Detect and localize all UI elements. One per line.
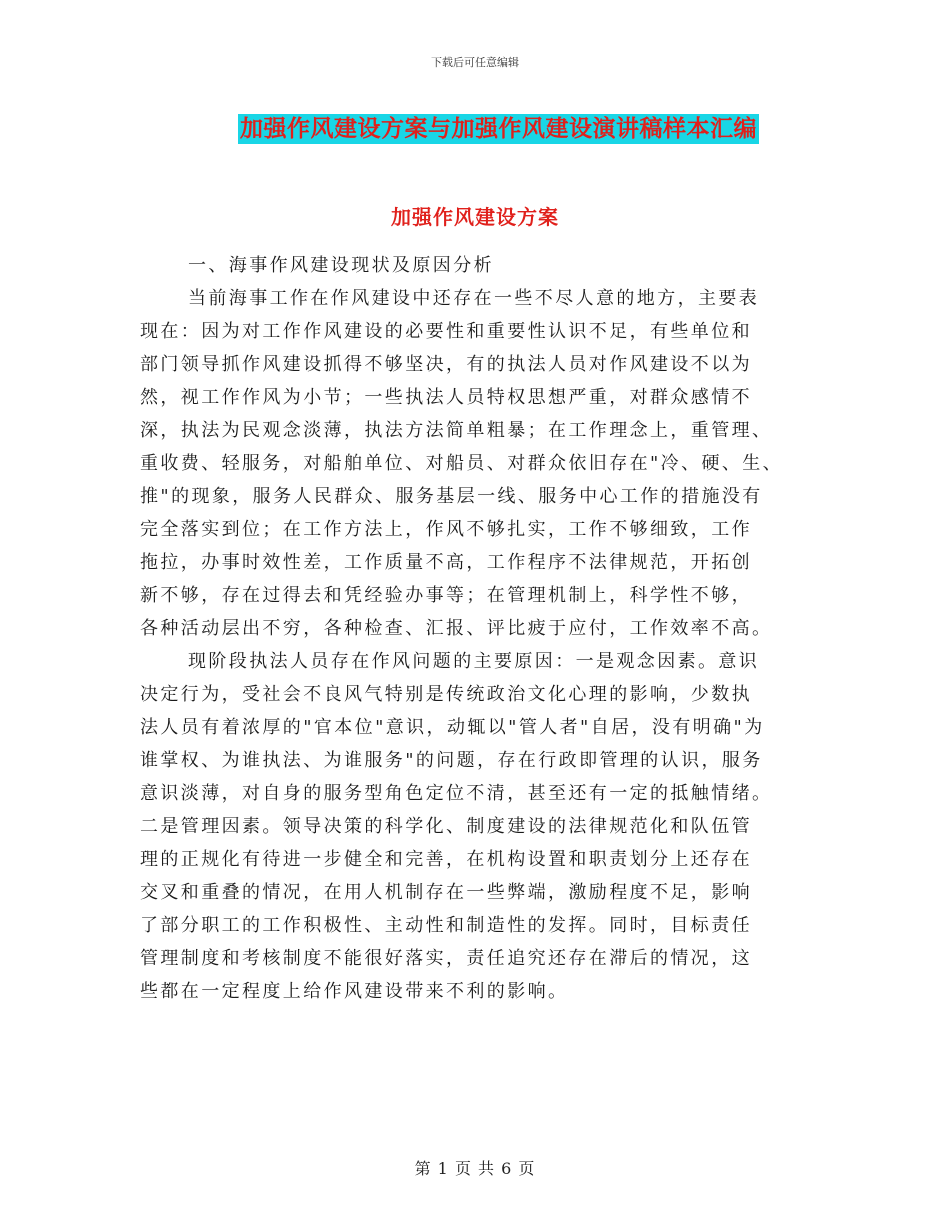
page-number-footer: 第 1 页 共 6 页 bbox=[414, 1159, 536, 1178]
paragraph-line: 现在：因为对工作作风建设的必要性和重要性认识不足，有些单位和 bbox=[140, 321, 752, 342]
paragraph-line: 现阶段执法人员存在作风问题的主要原因：一是观念因素。意识 bbox=[188, 651, 760, 672]
doc-title: 加强作风建设方案与加强作风建设演讲稿样本汇编 bbox=[240, 115, 757, 142]
paragraph-line: 当前海事工作在作风建设中还存在一些不尽人意的地方，主要表 bbox=[188, 288, 760, 309]
paragraph-line: 拖拉，办事时效性差，工作质量不高，工作程序不法律规范，开拓创 bbox=[140, 552, 752, 573]
paragraph-line: 完全落实到位；在工作方法上，作风不够扎实，工作不够细致，工作 bbox=[140, 519, 752, 540]
paragraph-line: 决定行为，受社会不良风气特别是传统政治文化心理的影响，少数执 bbox=[140, 684, 752, 705]
paragraph-line: 了部分职工的工作积极性、主动性和制造性的发挥。同时，目标责任 bbox=[140, 915, 752, 936]
paragraph-line: 新不够，存在过得去和凭经验办事等；在管理机制上，科学性不够， bbox=[140, 585, 752, 606]
paragraph-line: 理的正规化有待进一步健全和完善，在机构设置和职责划分上还存在 bbox=[140, 849, 752, 870]
paragraph-line: 交叉和重叠的情况，在用人机制存在一些弊端，激励程度不足，影响 bbox=[140, 882, 752, 903]
paragraph-line: 部门领导抓作风建设抓得不够坚决，有的执法人员对作风建设不以为 bbox=[140, 354, 752, 375]
paragraph-line: 管理制度和考核制度不能很好落实，责任追究还存在滞后的情况，这 bbox=[140, 948, 752, 969]
paragraph-line: 谁掌权、为谁执法、为谁服务"的问题，存在行政即管理的认识，服务 bbox=[140, 750, 763, 771]
doc-title-wrap bbox=[207, 114, 790, 144]
paragraph-line: 法人员有着浓厚的"官本位"意识，动辄以"管人者"自居，没有明确"为 bbox=[140, 717, 765, 738]
paragraph-line: 意识淡薄，对自身的服务型角色定位不清，甚至还有一定的抵触情绪。 bbox=[140, 783, 773, 804]
paragraph-line: 二是管理因素。领导决策的科学化、制度建设的法律规范化和队伍管 bbox=[140, 816, 752, 837]
paragraph-line: 推"的现象，服务人民群众、服务基层一线、服务中心工作的措施没有 bbox=[140, 486, 763, 507]
subheading: 一、海事作风建设现状及原因分析 bbox=[188, 255, 494, 276]
paragraph-line: 深，执法为民观念淡薄，执法方法简单粗暴；在工作理念上，重管理、 bbox=[140, 420, 773, 441]
document-body bbox=[140, 249, 820, 1008]
section-title: 加强作风建设方案 bbox=[391, 205, 559, 229]
paragraph-line: 重收费、轻服务，对船舶单位、对船员、对群众依旧存在"冷、硬、生、 bbox=[140, 453, 784, 474]
paragraph-line: 然，视工作作风为小节；一些执法人员特权思想严重，对群众感情不 bbox=[140, 387, 752, 408]
paragraph-line: 些都在一定程度上给作风建设带来不利的影响。 bbox=[140, 981, 569, 1002]
paragraph-line: 各种活动层出不穷，各种检查、汇报、评比疲于应付，工作效率不高。 bbox=[140, 618, 773, 639]
header-note: 下载后可任意编辑 bbox=[431, 56, 519, 69]
